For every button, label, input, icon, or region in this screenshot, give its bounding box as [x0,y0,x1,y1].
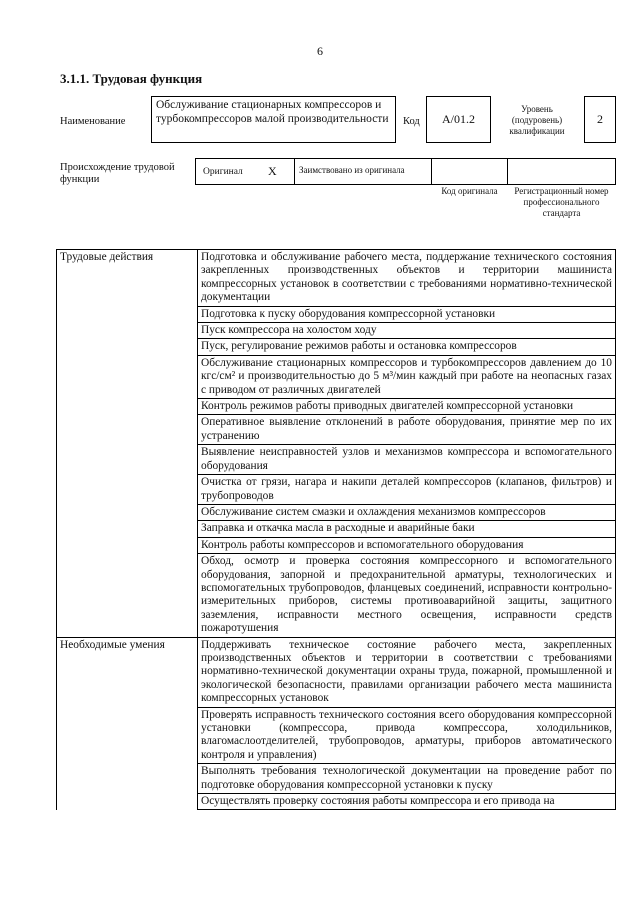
skill-item: Поддерживать техническое состояние рабочего места, закрепленных производственных объектов и территории в соответствии с требованиями нормативно-технической документации охраны труда, пожарной, промышленной и экологической безопасности, правилами организации рабочего места машиниста компрессорных установок [198,637,616,707]
labor-action-item: Контроль режимов работы приводных двигателей компрессорной установки [198,399,616,415]
reg-caption: Регистрационный номер профессионального стандарта [514,186,609,218]
original-label: Оригинал [203,167,243,177]
borrowed-cell [294,158,432,185]
borrowed-label: Заимствовано из оригинала [299,165,405,175]
code-caption: Код оригинала [441,186,498,196]
code-value: А/01.2 [442,112,475,126]
skill-label: Необходимые умения [57,637,198,810]
level-label: Уровень (подуровень) квалификации [509,104,565,136]
skill-item: Осуществлять проверку состояния работы компрессора и его привода на [198,794,616,810]
labor-action-label: Трудовые действия [57,250,198,638]
section-title: 3.1.1. Трудовая функция [60,71,203,86]
name-label: Наименование [60,116,126,127]
name-value: Обслуживание стационарных компрессоров и турбокомпрессоров малой производительности [156,99,389,125]
labor-action-item: Обход, осмотр и проверка состояния компрессорного и вспомогательного оборудования, запорной и предохранительной арматуры, технологических и вспомогательных трубопроводов, фланцевых соединений, исправности контрольно-измерительных приборов, системы противоаварийной защиты, защитного заземления, исправности местного освещения, исправности средств пожаротушения [198,554,616,637]
labor-action-item: Заправка и откачка масла в расходные и аварийные баки [198,521,616,537]
labor-action-item: Пуск, регулирование режимов работы и остановка компрессоров [198,339,616,355]
labor-action-item: Контроль работы компрессоров и вспомогательного оборудования [198,537,616,553]
page-number: 6 [317,44,323,58]
level-value-box [584,96,616,143]
code-value-box [426,96,491,143]
labor-action-item: Очистка от грязи, нагара и накипи деталей компрессоров (клапанов, фильтров) и трубопроводов [198,475,616,505]
original-cell [195,158,295,185]
code-label: Код [403,116,420,127]
original-mark: X [268,164,277,178]
reg-number-cell [507,158,616,185]
labor-action-item: Пуск компрессора на холостом ходу [198,323,616,339]
level-value: 2 [597,112,603,126]
labor-action-row [57,250,616,307]
name-value-box [151,96,396,143]
labor-action-item: Оперативное выявление отклонений в работе оборудования, принятие мер по их устранению [198,415,616,445]
labor-action-item: Обслуживание систем смазки и охлаждения механизмов компрессоров [198,504,616,520]
skill-item: Выполнять требования технологической документации на проведение работ по подготовке оборудования компрессорной установки к пуску [198,764,616,794]
labor-action-item: Обслуживание стационарных компрессоров и турбокомпрессоров давлением до 10 кгс/см² и производительностью до 5 м³/мин каждый при работе на неопасных газах с приводом от различных двигателей [198,355,616,398]
skill-row [57,637,616,707]
origin-label: Происхождение трудовой функции [60,162,175,185]
function-table [56,249,616,810]
labor-action-item: Подготовка и обслуживание рабочего места, поддержание технического состояния закрепленных производственных объектов и территории машиниста компрессорных установок в соответствии с требованиями нормативно-технической документации [198,250,616,307]
original-code-cell [431,158,508,185]
labor-action-item: Выявление неисправностей узлов и механизмов компрессора и вспомогательного оборудования [198,445,616,475]
labor-action-item: Подготовка к пуску оборудования компрессорной установки [198,306,616,322]
skill-item: Проверять исправность технического состояния всего оборудования компрессорной установки (компрессора, привода компрессора, холодильников, влагомаслоотделителей, трубопроводов, арматуры, приборов автоматического контроля и управления) [198,707,616,764]
